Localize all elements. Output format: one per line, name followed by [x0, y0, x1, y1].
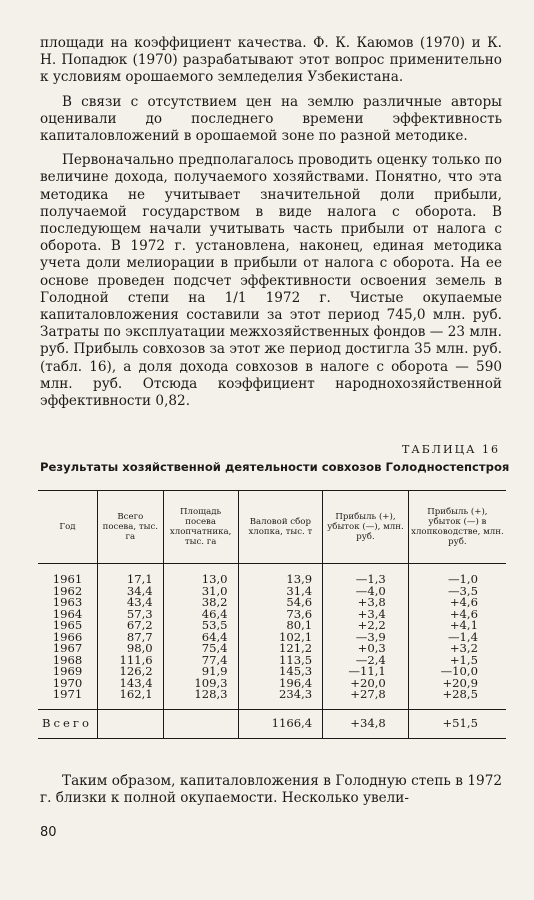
- paragraph-1: площади на коэффициент качества. Ф. К. Каюмов (1970) и К. Н. Попадюк (1970) разрабатывают этот вопрос применительно к условиям орошаемого земледелия Узбекистана.: [40, 35, 502, 86]
- table-cell: —4,0: [323, 586, 409, 598]
- table-cell: 31,0: [163, 586, 238, 598]
- table-cell: +28,5: [408, 689, 506, 701]
- table-cell: 75,4: [163, 643, 238, 655]
- table-cell: +0,3: [323, 643, 409, 655]
- table-cell: 38,2: [163, 597, 238, 609]
- table-cell: 1970: [52, 675, 83, 690]
- table-row: [38, 632, 506, 644]
- table-cell: 67,2: [97, 620, 163, 632]
- table-cell: 73,6: [238, 609, 323, 621]
- table-cell: +20,9: [408, 678, 506, 690]
- table-cell: 109,3: [163, 678, 238, 690]
- table-cell: 145,3: [238, 666, 323, 678]
- results-table: [38, 490, 506, 739]
- table-cell: +27,8: [323, 689, 409, 701]
- table-cell: +3,4: [323, 609, 409, 621]
- table-cell: 121,2: [238, 643, 323, 655]
- table-cell: +1,5: [408, 655, 506, 667]
- table-cell: —1,4: [408, 632, 506, 644]
- table-cell: 1963: [52, 595, 83, 609]
- spacer-row: [38, 701, 506, 710]
- table-row: [38, 666, 506, 678]
- header-cotton-area: Площадь посева хлопчатника, тыс. га: [163, 491, 238, 564]
- table-number: ТАБЛИЦА 16: [402, 443, 500, 456]
- table-cell: 57,3: [97, 609, 163, 621]
- table-cell: 13,0: [163, 574, 238, 586]
- table-row: [38, 678, 506, 690]
- table-cell: +4,1: [408, 620, 506, 632]
- table-cell: 1962: [52, 583, 83, 598]
- total-label: Всего: [38, 709, 97, 738]
- table-cell: 196,4: [238, 678, 323, 690]
- table-cell: —2,4: [323, 655, 409, 667]
- table-cell: +4,6: [408, 597, 506, 609]
- table-cell: 111,6: [97, 655, 163, 667]
- closing-paragraph: Таким образом, капиталовложения в Голодную степь в 1972 г. близки к полной окупаемости. Несколько увели-: [40, 773, 502, 807]
- table-cell: 234,3: [238, 689, 323, 701]
- table-cell: 77,4: [163, 655, 238, 667]
- total-cell: [97, 709, 163, 738]
- table-row: [38, 689, 506, 701]
- paragraph-3: Первоначально предполагалось проводить оценку только по величине дохода, получаемого хозяйствами. Понятно, что эта методика не учитывает значительной доли прибыли, получаемой государством в виде налога с оборота. В последующем начали учитывать часть прибыли от налога с оборота. В 1972 г. установлена, наконец, единая методика учета доли мелиорации в прибыли от налога с оборота. На ее основе проведен подсчет эффективности освоения земель в Голодной степи на 1/1 1972 г. Чистые окупаемые капиталовложения составили за этот период 745,0 млн. руб. Затраты по эксплуатации межхозяйственных фондов — 23 млн. руб. Прибыль совхозов за этот же период достигла 35 млн. руб. (табл. 16), а доля дохода совхозов в налоге с оборота — 590 млн. руб. Отсюда коэффициент народнохозяйственной эффективности 0,82.: [40, 152, 502, 410]
- total-cell: [163, 709, 238, 738]
- header-cotton-profit: Прибыль (+), убыток (—) в хлопководстве, млн. руб.: [408, 491, 506, 564]
- paragraph-2: В связи с отсутствием цен на землю различные авторы оценивали до последнего времени эффективность капиталовложений в орошаемой зоне по разной методике.: [40, 93, 502, 145]
- table-cell: 1961: [52, 572, 83, 586]
- total-cell: +34,8: [323, 709, 409, 738]
- closing-text: [40, 773, 502, 807]
- table-cell: —3,9: [323, 632, 409, 644]
- table-cell: 17,1: [97, 574, 163, 586]
- table-cell: +3,2: [408, 643, 506, 655]
- table-cell: 1965: [52, 618, 83, 632]
- header-cotton-harvest: Валовой сбор хлопка, тыс. т: [238, 491, 323, 564]
- table-cell: 31,4: [238, 586, 323, 598]
- table-cell: 64,4: [163, 632, 238, 644]
- table-cell: +3,8: [323, 597, 409, 609]
- table-cell: 87,7: [97, 632, 163, 644]
- table-cell: +2,2: [323, 620, 409, 632]
- table-cell: 53,5: [163, 620, 238, 632]
- table-cell: 91,9: [163, 666, 238, 678]
- table-cell: 1969: [52, 664, 83, 678]
- spacer-row: [38, 564, 506, 575]
- table-total-row: [38, 709, 506, 738]
- table-cell: 1964: [52, 606, 83, 621]
- header-total-sown: Всего посева, тыс. га: [97, 491, 163, 564]
- table-cell: +20,0: [323, 678, 409, 690]
- table-row: [38, 586, 506, 598]
- body-text: [40, 35, 502, 417]
- header-year: Год: [38, 491, 97, 564]
- table-cell: 113,5: [238, 655, 323, 667]
- table-cell: 43,4: [97, 597, 163, 609]
- table-cell: —1,3: [323, 574, 409, 586]
- total-cell: 1166,4: [238, 709, 323, 738]
- table-cell: 98,0: [97, 643, 163, 655]
- total-cell: +51,5: [408, 709, 506, 738]
- table-cell: +4,6: [408, 609, 506, 621]
- table-row: [38, 620, 506, 632]
- table-header-row: [38, 491, 506, 564]
- table-cell: —1,0: [408, 574, 506, 586]
- table-cell: —3,5: [408, 586, 506, 598]
- page-number: 80: [40, 825, 57, 840]
- table-cell: 1968: [52, 652, 83, 667]
- table-cell: 80,1: [238, 620, 323, 632]
- table-cell: 162,1: [97, 689, 163, 701]
- table-cell: 102,1: [238, 632, 323, 644]
- table-cell: 128,3: [163, 689, 238, 701]
- table-cell: 13,9: [238, 574, 323, 586]
- table-cell: 34,4: [97, 586, 163, 598]
- table-row: [38, 597, 506, 609]
- table-row: [38, 609, 506, 621]
- table-cell: 54,6: [238, 597, 323, 609]
- table-cell: 126,2: [97, 666, 163, 678]
- table-cell: 1971: [52, 687, 83, 701]
- table-cell: —10,0: [408, 666, 506, 678]
- table-cell: 1966: [52, 629, 83, 644]
- table-row: [38, 574, 506, 586]
- table-cell: 46,4: [163, 609, 238, 621]
- table-row: [38, 643, 506, 655]
- table-cell: 143,4: [97, 678, 163, 690]
- table-row: [38, 655, 506, 667]
- table-cell: —11,1: [323, 666, 409, 678]
- header-profit: Прибыль (+), убыток (—), млн. руб.: [323, 491, 409, 564]
- table-cell: 1967: [52, 641, 83, 655]
- table-caption: Результаты хозяйственной деятельности совхозов Голодностепстроя: [40, 460, 510, 474]
